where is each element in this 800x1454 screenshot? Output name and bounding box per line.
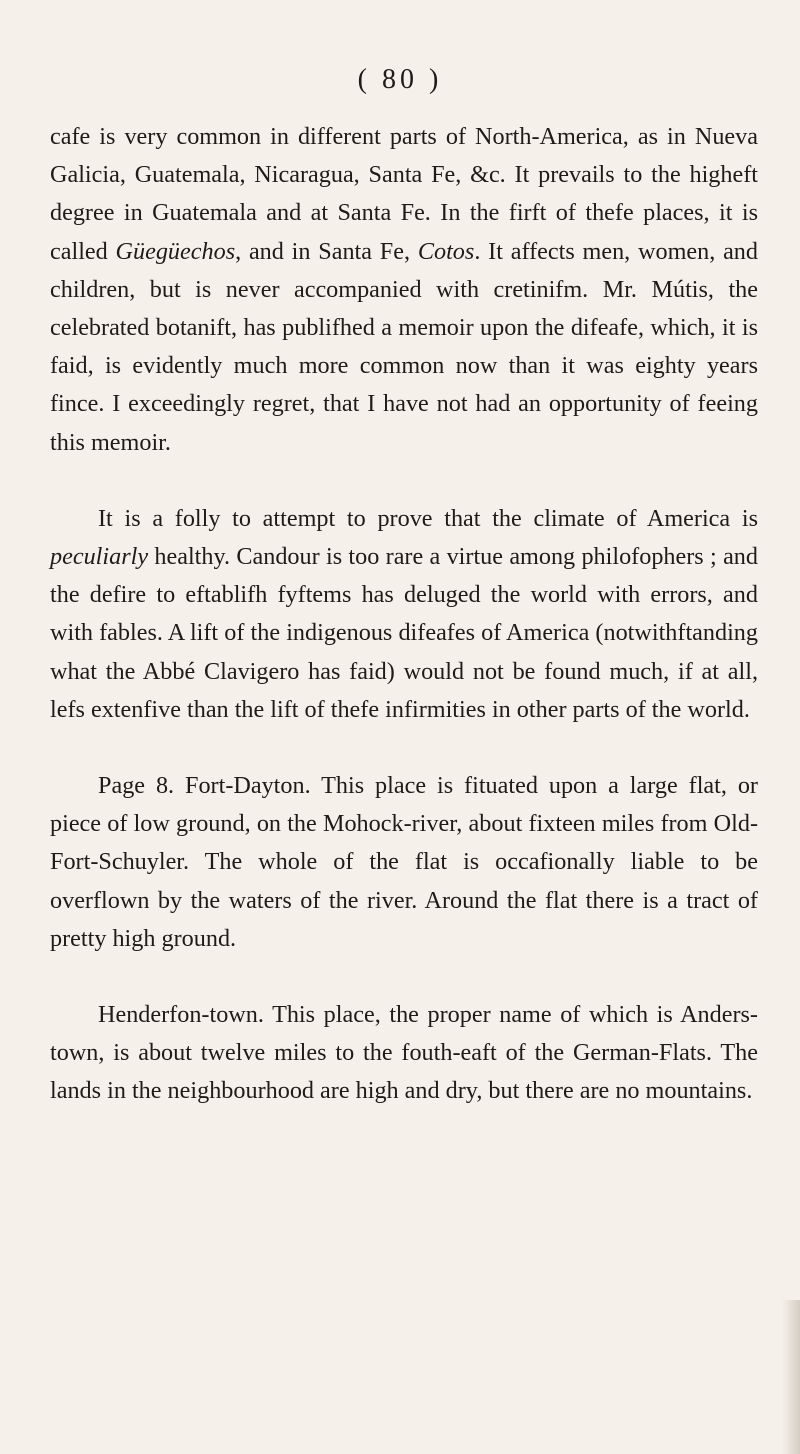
text-run: cafe is very common in different parts of North-America, as in Nueva Galicia, Guatemala, Nicaragua, Santa Fe, &c. It prevails to the higheft degree in Guatemala and at Santa Fe. In the firft of thefe places, it is called: [50, 123, 758, 265]
italic-term: Güegüechos: [115, 237, 236, 265]
page-edge-shadow: [782, 1300, 800, 1454]
italic-term: Cotos: [417, 237, 475, 265]
text-run: It is a folly to attempt to prove that the climate of America is: [98, 504, 758, 532]
italic-term: peculiarly: [50, 543, 149, 571]
text-run: healthy. Candour is too rare a virtue among philofophers ; and the defire to eftablifh fyftems has deluged the world with errors, and with fables. A lift of the indigenous difeafes of America (notwithftanding what the Abbé Clavigero has faid) would not be found much, if at all, lefs extenfive than the lift of thefe infirmities in other parts of the world.: [50, 543, 758, 723]
paragraph-fort-dayton: Page 8. Fort-Dayton. This place is fituated upon a large flat, or piece of low ground, on the Mohock-river, about fixteen miles from Old-Fort-Schuyler. The whole of the flat is occafionally liable to be overflown by the waters of the river. Around the flat there is a tract of pretty high ground.: [50, 772, 758, 952]
page-number: ( 80 ): [357, 64, 443, 95]
paragraph-henderson-town: Henderfon-town. This place, the proper name of which is Anders-town, is about twelve miles to the fouth-eaft of the German-Flats. The lands in the neighbourhood are high and dry, but there are no mountains.: [50, 1001, 758, 1105]
paragraph-goitre-cases: [50, 118, 758, 462]
text-run: . It affects men, women, and children, but is never accompanied with cretinifm. Mr. Mútis, the celebrated botanift, has publifhed a memoir upon the difeafe, which, it is faid, is evidently much more common now than it was eighty years fince. I exceedingly regret, that I have not had an opportunity of feeing this memoir.: [50, 237, 758, 456]
paragraph-climate: [50, 500, 758, 729]
text-run: , and in Santa Fe,: [235, 237, 418, 265]
